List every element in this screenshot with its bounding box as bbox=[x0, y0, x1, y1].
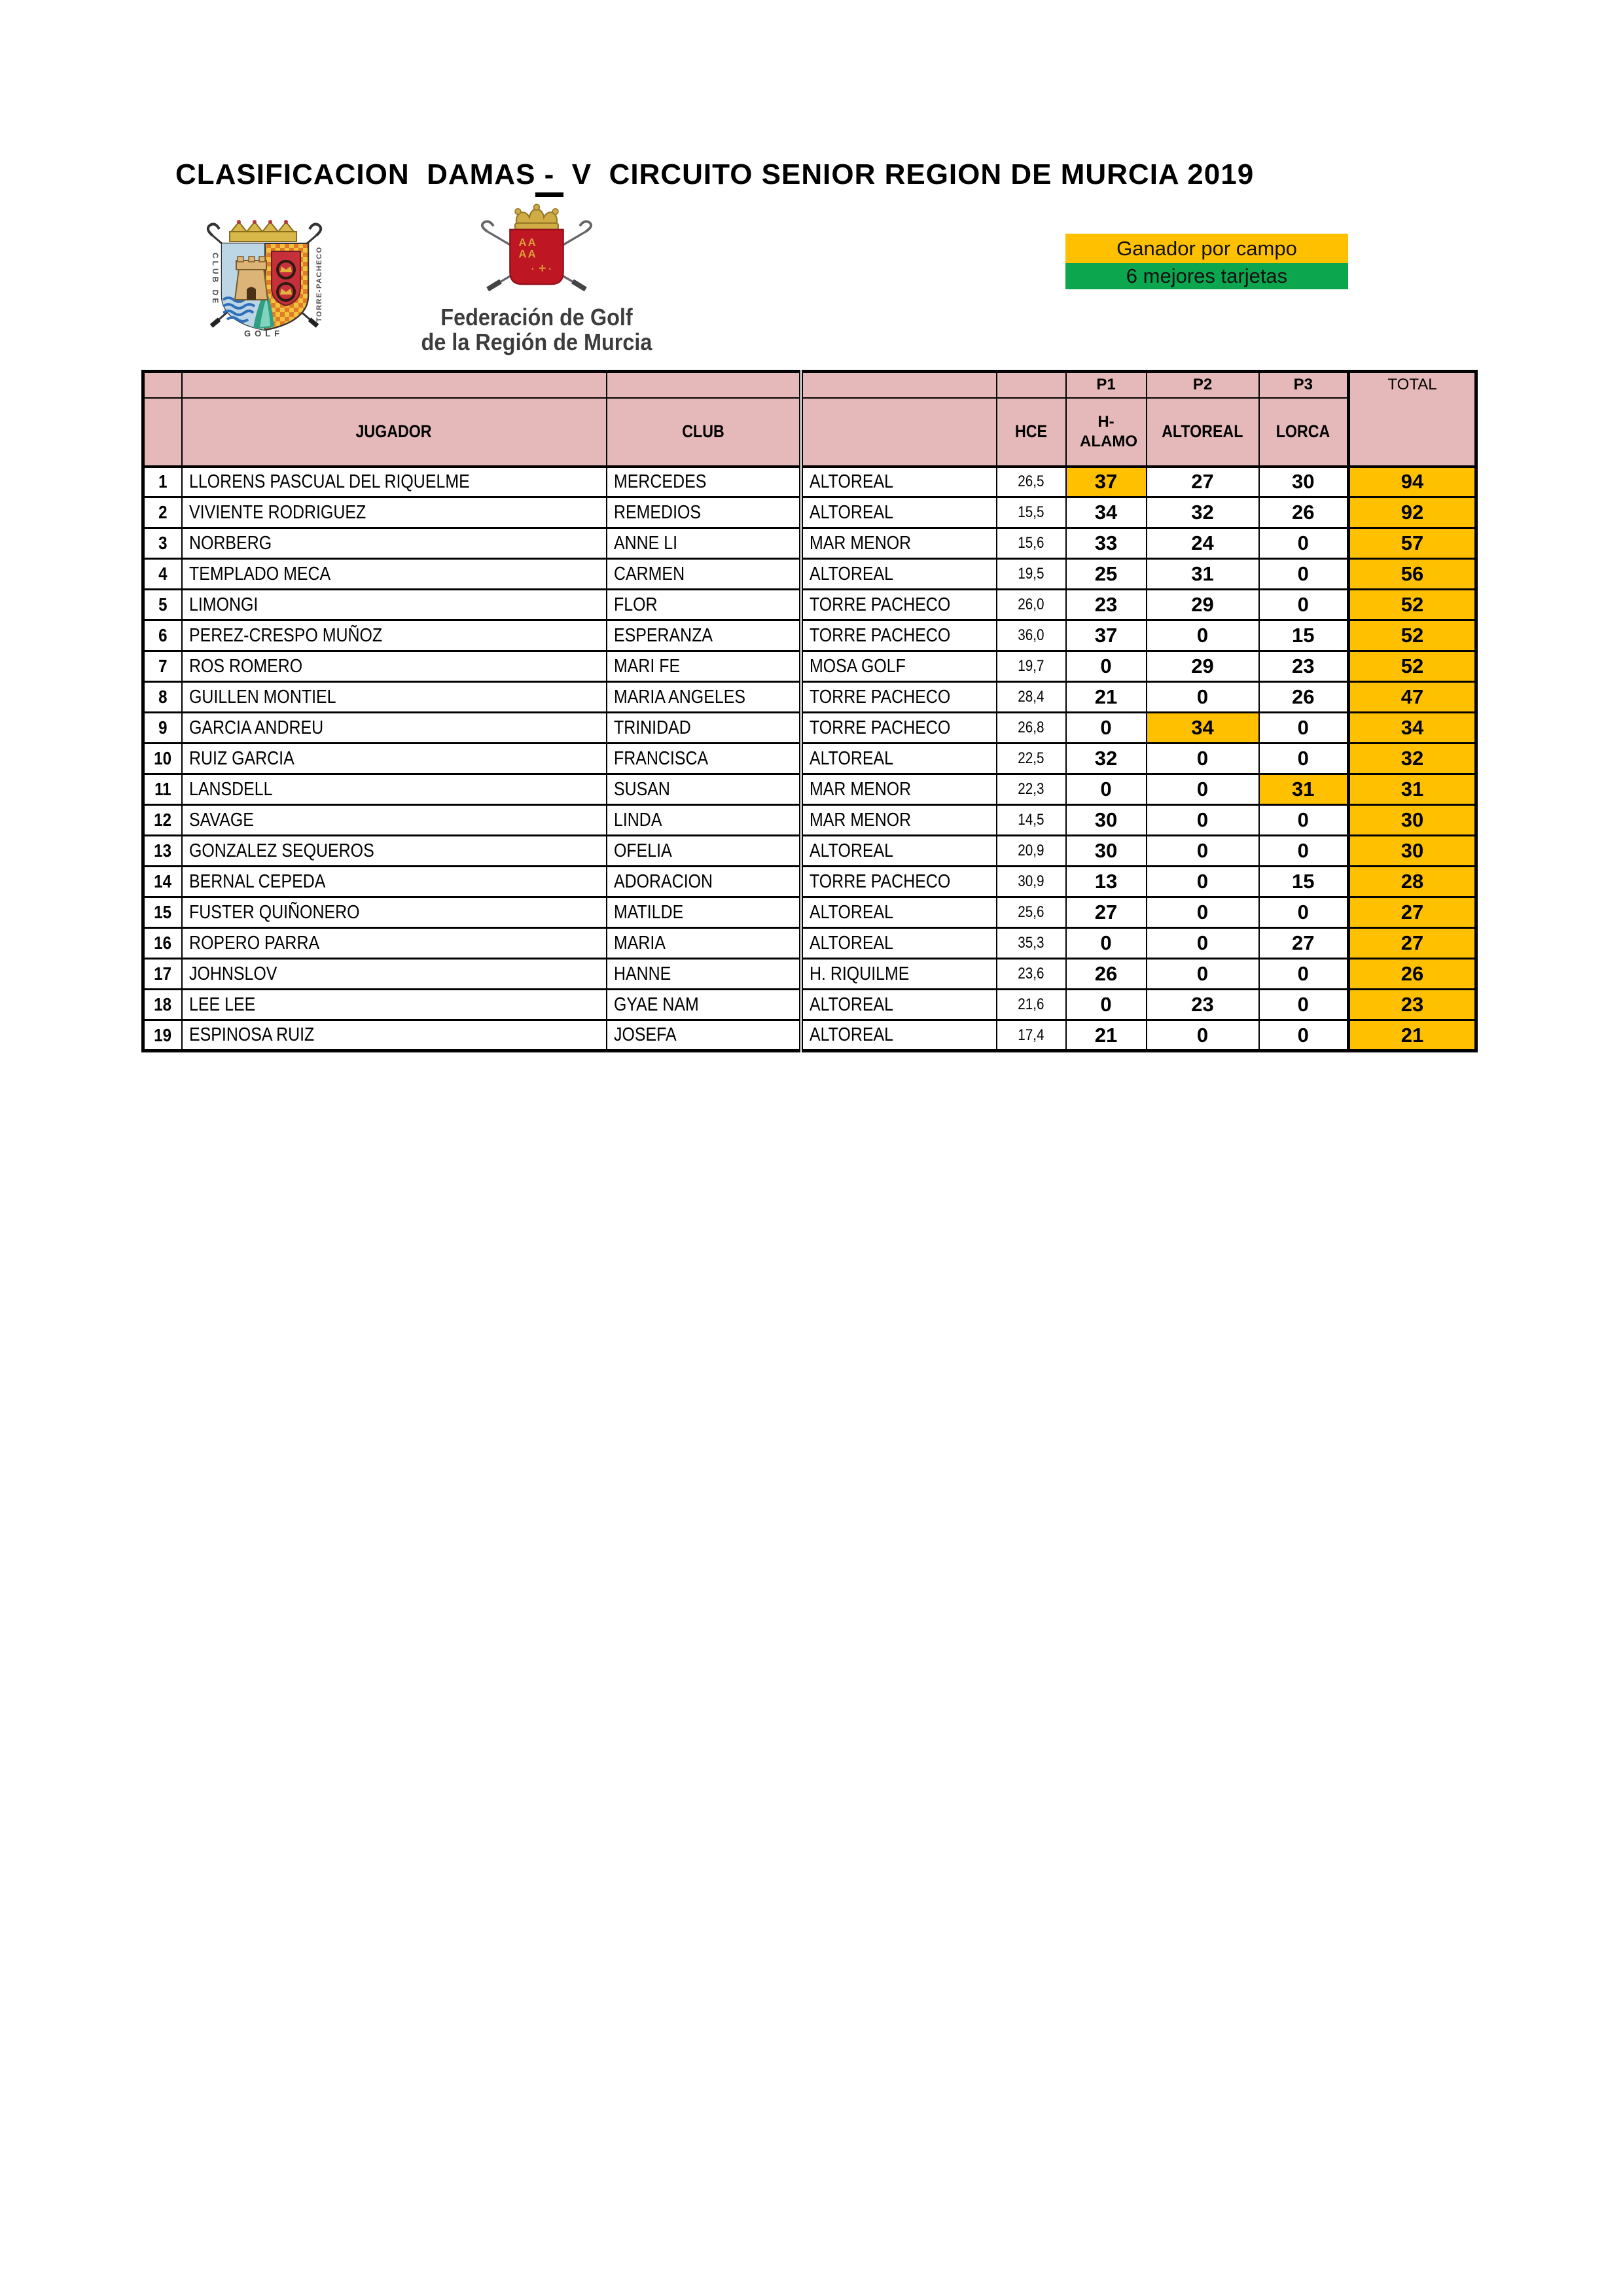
hcp-cell: 22,3 bbox=[997, 774, 1066, 805]
standings-body bbox=[143, 467, 1476, 1051]
firstname-cell: JOSEFA bbox=[607, 1020, 801, 1051]
p1-score-cell: 0 bbox=[1066, 651, 1147, 682]
firstname-cell: REMEDIOS bbox=[607, 497, 801, 528]
hcp-cell: 14,5 bbox=[997, 805, 1066, 836]
header-club: CLUB bbox=[607, 398, 801, 467]
total-cell: 52 bbox=[1349, 590, 1476, 620]
total-cell: 32 bbox=[1349, 744, 1476, 774]
p3-score-cell: 0 bbox=[1259, 1020, 1349, 1051]
club-cell: ALTOREAL bbox=[801, 990, 997, 1020]
p2-score-cell: 0 bbox=[1147, 805, 1259, 836]
legend bbox=[1065, 234, 1348, 289]
player-cell: JOHNSLOV bbox=[182, 959, 607, 990]
header-course-altoreal: ALTOREAL bbox=[1147, 398, 1259, 467]
p3-score-cell: 15 bbox=[1259, 867, 1349, 897]
firstname-cell: ADORACION bbox=[607, 867, 801, 897]
header-p3: P3 bbox=[1259, 372, 1349, 398]
player-cell: GONZALEZ SEQUEROS bbox=[182, 836, 607, 867]
hcp-cell: 23,6 bbox=[997, 959, 1066, 990]
p1-score-cell: 30 bbox=[1066, 836, 1147, 867]
total-cell: 30 bbox=[1349, 836, 1476, 867]
firstname-cell: MARIA ANGELES bbox=[607, 682, 801, 713]
club-cell: ALTOREAL bbox=[801, 559, 997, 590]
player-cell: NORBERG bbox=[182, 528, 607, 559]
firstname-cell: MERCEDES bbox=[607, 467, 801, 497]
table-row bbox=[143, 774, 1476, 805]
table-row bbox=[143, 805, 1476, 836]
table-row bbox=[143, 897, 1476, 928]
total-cell: 92 bbox=[1349, 497, 1476, 528]
hcp-cell: 26,0 bbox=[997, 590, 1066, 620]
hcp-cell: 35,3 bbox=[997, 928, 1066, 959]
total-cell: 30 bbox=[1349, 805, 1476, 836]
crown-icon bbox=[230, 220, 296, 242]
title-part2: V CIRCUITO SENIOR REGION DE MURCIA 2019 bbox=[563, 158, 1255, 190]
total-cell: 26 bbox=[1349, 959, 1476, 990]
p1-score-cell: 26 bbox=[1066, 959, 1147, 990]
standings-header bbox=[143, 372, 1476, 467]
p2-score-cell: 0 bbox=[1147, 928, 1259, 959]
firstname-cell: TRINIDAD bbox=[607, 713, 801, 744]
club-cell: ALTOREAL bbox=[801, 1020, 997, 1051]
p1-score-cell: 32 bbox=[1066, 744, 1147, 774]
club-cell: MAR MENOR bbox=[801, 805, 997, 836]
crown-icon bbox=[515, 204, 558, 230]
player-cell: LLORENS PASCUAL DEL RIQUELME bbox=[182, 467, 607, 497]
header-blank-name bbox=[607, 372, 801, 398]
hcp-cell: 20,9 bbox=[997, 836, 1066, 867]
header-total: TOTAL bbox=[1349, 372, 1476, 467]
total-cell: 23 bbox=[1349, 990, 1476, 1020]
firstname-cell: OFELIA bbox=[607, 836, 801, 867]
firstname-cell: CARMEN bbox=[607, 559, 801, 590]
firstname-cell: FLOR bbox=[607, 590, 801, 620]
p1-score-cell: 34 bbox=[1066, 497, 1147, 528]
table-row bbox=[143, 990, 1476, 1020]
player-cell: TEMPLADO MECA bbox=[182, 559, 607, 590]
player-cell: LIMONGI bbox=[182, 590, 607, 620]
player-cell: FUSTER QUIÑONERO bbox=[182, 897, 607, 928]
rank-cell: 1 bbox=[143, 467, 182, 497]
crest-right-text: TORRE-PACHECO bbox=[315, 246, 323, 322]
p1-score-cell: 27 bbox=[1066, 897, 1147, 928]
player-cell: SAVAGE bbox=[182, 805, 607, 836]
firstname-cell: LINDA bbox=[607, 805, 801, 836]
p2-score-cell: 29 bbox=[1147, 590, 1259, 620]
total-cell: 57 bbox=[1349, 528, 1476, 559]
total-cell: 94 bbox=[1349, 467, 1476, 497]
player-cell: ROS ROMERO bbox=[182, 651, 607, 682]
svg-text:▪: ▪ bbox=[548, 265, 551, 272]
header-blank-hce bbox=[997, 372, 1066, 398]
p2-score-cell: 0 bbox=[1147, 774, 1259, 805]
table-row bbox=[143, 928, 1476, 959]
club-cell: TORRE PACHECO bbox=[801, 867, 997, 897]
hcp-cell: 19,5 bbox=[997, 559, 1066, 590]
p3-score-cell: 0 bbox=[1259, 528, 1349, 559]
p1-score-cell: 21 bbox=[1066, 682, 1147, 713]
firstname-cell: GYAE NAM bbox=[607, 990, 801, 1020]
p3-score-cell: 30 bbox=[1259, 467, 1349, 497]
header-course-lorca: LORCA bbox=[1259, 398, 1349, 467]
total-cell: 28 bbox=[1349, 867, 1476, 897]
header-p2: P2 bbox=[1147, 372, 1259, 398]
firstname-cell: ANNE LI bbox=[607, 528, 801, 559]
header-blank-rank2 bbox=[143, 398, 182, 467]
club-cell: ALTOREAL bbox=[801, 497, 997, 528]
p3-score-cell: 31 bbox=[1259, 774, 1349, 805]
p2-score-cell: 0 bbox=[1147, 836, 1259, 867]
p3-score-cell: 0 bbox=[1259, 559, 1349, 590]
p1-score-cell: 21 bbox=[1066, 1020, 1147, 1051]
p1-score-cell: 33 bbox=[1066, 528, 1147, 559]
club-cell: MAR MENOR bbox=[801, 774, 997, 805]
rank-cell: 3 bbox=[143, 528, 182, 559]
hcp-cell: 15,5 bbox=[997, 497, 1066, 528]
total-cell: 52 bbox=[1349, 651, 1476, 682]
p3-score-cell: 26 bbox=[1259, 497, 1349, 528]
hcp-cell: 19,7 bbox=[997, 651, 1066, 682]
hcp-cell: 15,6 bbox=[997, 528, 1066, 559]
rank-cell: 7 bbox=[143, 651, 182, 682]
hcp-cell: 28,4 bbox=[997, 682, 1066, 713]
title-part1: CLASIFICACION DAMAS bbox=[175, 158, 536, 190]
firstname-cell: MARIA bbox=[607, 928, 801, 959]
p1-score-cell: 37 bbox=[1066, 467, 1147, 497]
svg-text:✛: ✛ bbox=[539, 263, 546, 274]
player-cell: GUILLEN MONTIEL bbox=[182, 682, 607, 713]
hcp-cell: 36,0 bbox=[997, 620, 1066, 651]
federation-name-line1: Federación de Golf bbox=[440, 304, 633, 331]
p2-score-cell: 24 bbox=[1147, 528, 1259, 559]
title-dash: - bbox=[535, 158, 563, 197]
header-course-h-alamo: H-ALAMO bbox=[1066, 398, 1147, 467]
club-torre-pacheco-logo bbox=[193, 216, 336, 338]
table-row bbox=[143, 528, 1476, 559]
rank-cell: 16 bbox=[143, 928, 182, 959]
legend-6-mejores-tarjetas: 6 mejores tarjetas bbox=[1065, 263, 1348, 289]
firstname-cell: HANNE bbox=[607, 959, 801, 990]
rank-cell: 12 bbox=[143, 805, 182, 836]
rank-cell: 2 bbox=[143, 497, 182, 528]
p3-score-cell: 0 bbox=[1259, 897, 1349, 928]
rank-cell: 4 bbox=[143, 559, 182, 590]
hcp-cell: 22,5 bbox=[997, 744, 1066, 774]
club-cell: TORRE PACHECO bbox=[801, 713, 997, 744]
federacion-golf-murcia-logo bbox=[458, 203, 615, 311]
p3-score-cell: 15 bbox=[1259, 620, 1349, 651]
hcp-cell: 30,9 bbox=[997, 867, 1066, 897]
player-cell: ESPINOSA RUIZ bbox=[182, 1020, 607, 1051]
player-cell: LEE LEE bbox=[182, 990, 607, 1020]
rank-cell: 19 bbox=[143, 1020, 182, 1051]
svg-text:AA: AA bbox=[518, 248, 537, 260]
hcp-cell: 17,4 bbox=[997, 1020, 1066, 1051]
federation-name bbox=[386, 305, 687, 355]
firstname-cell: SUSAN bbox=[607, 774, 801, 805]
p1-score-cell: 37 bbox=[1066, 620, 1147, 651]
rank-cell: 14 bbox=[143, 867, 182, 897]
p3-score-cell: 0 bbox=[1259, 836, 1349, 867]
p1-score-cell: 0 bbox=[1066, 713, 1147, 744]
rank-cell: 13 bbox=[143, 836, 182, 867]
p2-score-cell: 0 bbox=[1147, 1020, 1259, 1051]
player-cell: ROPERO PARRA bbox=[182, 928, 607, 959]
p1-score-cell: 23 bbox=[1066, 590, 1147, 620]
rank-cell: 5 bbox=[143, 590, 182, 620]
rank-cell: 10 bbox=[143, 744, 182, 774]
p2-score-cell: 0 bbox=[1147, 867, 1259, 897]
table-row bbox=[143, 559, 1476, 590]
p2-score-cell: 0 bbox=[1147, 620, 1259, 651]
header-jugador: JUGADOR bbox=[182, 398, 607, 467]
p2-score-cell: 34 bbox=[1147, 713, 1259, 744]
table-row bbox=[143, 959, 1476, 990]
hcp-cell: 25,6 bbox=[997, 897, 1066, 928]
table-row bbox=[143, 682, 1476, 713]
player-cell: RUIZ GARCIA bbox=[182, 744, 607, 774]
p2-score-cell: 32 bbox=[1147, 497, 1259, 528]
table-row bbox=[143, 620, 1476, 651]
firstname-cell: MARI FE bbox=[607, 651, 801, 682]
standings-table bbox=[141, 370, 1478, 1052]
table-row bbox=[143, 590, 1476, 620]
p3-score-cell: 0 bbox=[1259, 713, 1349, 744]
club-cell: MAR MENOR bbox=[801, 528, 997, 559]
p1-score-cell: 30 bbox=[1066, 805, 1147, 836]
total-cell: 52 bbox=[1349, 620, 1476, 651]
firstname-cell: FRANCISCA bbox=[607, 744, 801, 774]
player-cell: PEREZ-CRESPO MUÑOZ bbox=[182, 620, 607, 651]
total-cell: 31 bbox=[1349, 774, 1476, 805]
p3-score-cell: 27 bbox=[1259, 928, 1349, 959]
total-cell: 27 bbox=[1349, 928, 1476, 959]
club-cell: ALTOREAL bbox=[801, 744, 997, 774]
p1-score-cell: 13 bbox=[1066, 867, 1147, 897]
federation-name-line2: de la Región de Murcia bbox=[421, 329, 652, 355]
p2-score-cell: 23 bbox=[1147, 990, 1259, 1020]
table-row bbox=[143, 1020, 1476, 1051]
club-cell: ALTOREAL bbox=[801, 928, 997, 959]
firstname-cell: MATILDE bbox=[607, 897, 801, 928]
club-cell: MOSA GOLF bbox=[801, 651, 997, 682]
shield-icon bbox=[222, 243, 308, 330]
table-row bbox=[143, 867, 1476, 897]
rank-cell: 11 bbox=[143, 774, 182, 805]
p3-score-cell: 0 bbox=[1259, 805, 1349, 836]
rank-cell: 9 bbox=[143, 713, 182, 744]
legend-ganador-por-campo: Ganador por campo bbox=[1065, 234, 1348, 263]
table-row bbox=[143, 836, 1476, 867]
total-cell: 21 bbox=[1349, 1020, 1476, 1051]
p1-score-cell: 0 bbox=[1066, 774, 1147, 805]
p2-score-cell: 27 bbox=[1147, 467, 1259, 497]
table-row bbox=[143, 497, 1476, 528]
rank-cell: 17 bbox=[143, 959, 182, 990]
p3-score-cell: 0 bbox=[1259, 990, 1349, 1020]
hcp-cell: 21,6 bbox=[997, 990, 1066, 1020]
club-cell: TORRE PACHECO bbox=[801, 620, 997, 651]
club-cell: TORRE PACHECO bbox=[801, 590, 997, 620]
rank-cell: 15 bbox=[143, 897, 182, 928]
rank-cell: 6 bbox=[143, 620, 182, 651]
svg-text:AA: AA bbox=[518, 237, 537, 249]
p2-score-cell: 29 bbox=[1147, 651, 1259, 682]
club-cell: ALTOREAL bbox=[801, 467, 997, 497]
p2-score-cell: 31 bbox=[1147, 559, 1259, 590]
p3-score-cell: 23 bbox=[1259, 651, 1349, 682]
table-row bbox=[143, 651, 1476, 682]
header-p1: P1 bbox=[1066, 372, 1147, 398]
p3-score-cell: 0 bbox=[1259, 744, 1349, 774]
header-blank-club bbox=[801, 372, 997, 398]
total-cell: 56 bbox=[1349, 559, 1476, 590]
header-blank-player bbox=[182, 372, 607, 398]
p3-score-cell: 0 bbox=[1259, 959, 1349, 990]
player-cell: VIVIENTE RODRIGUEZ bbox=[182, 497, 607, 528]
p3-score-cell: 26 bbox=[1259, 682, 1349, 713]
club-cell: H. RIQUILME bbox=[801, 959, 997, 990]
hcp-cell: 26,5 bbox=[997, 467, 1066, 497]
player-cell: GARCIA ANDREU bbox=[182, 713, 607, 744]
table-row bbox=[143, 467, 1476, 497]
p2-score-cell: 0 bbox=[1147, 959, 1259, 990]
p1-score-cell: 0 bbox=[1066, 928, 1147, 959]
club-cell: ALTOREAL bbox=[801, 897, 997, 928]
club-cell: TORRE PACHECO bbox=[801, 682, 997, 713]
header-club-name bbox=[801, 398, 997, 467]
p1-score-cell: 25 bbox=[1066, 559, 1147, 590]
crest-left-text: CLUB DE bbox=[211, 253, 220, 306]
crest-bottom-text: GOLF bbox=[244, 329, 284, 338]
table-row bbox=[143, 744, 1476, 774]
header-hce: HCE bbox=[997, 398, 1066, 467]
rank-cell: 18 bbox=[143, 990, 182, 1020]
total-cell: 34 bbox=[1349, 713, 1476, 744]
p3-score-cell: 0 bbox=[1259, 590, 1349, 620]
firstname-cell: ESPERANZA bbox=[607, 620, 801, 651]
hcp-cell: 26,8 bbox=[997, 713, 1066, 744]
total-cell: 27 bbox=[1349, 897, 1476, 928]
page-title bbox=[175, 158, 1254, 191]
rank-cell: 8 bbox=[143, 682, 182, 713]
player-cell: BERNAL CEPEDA bbox=[182, 867, 607, 897]
svg-text:▪: ▪ bbox=[531, 265, 534, 272]
table-row bbox=[143, 713, 1476, 744]
p2-score-cell: 0 bbox=[1147, 744, 1259, 774]
club-cell: ALTOREAL bbox=[801, 836, 997, 867]
p1-score-cell: 0 bbox=[1066, 990, 1147, 1020]
player-cell: LANSDELL bbox=[182, 774, 607, 805]
p2-score-cell: 0 bbox=[1147, 682, 1259, 713]
header-blank-rank bbox=[143, 372, 182, 398]
total-cell: 47 bbox=[1349, 682, 1476, 713]
p2-score-cell: 0 bbox=[1147, 897, 1259, 928]
